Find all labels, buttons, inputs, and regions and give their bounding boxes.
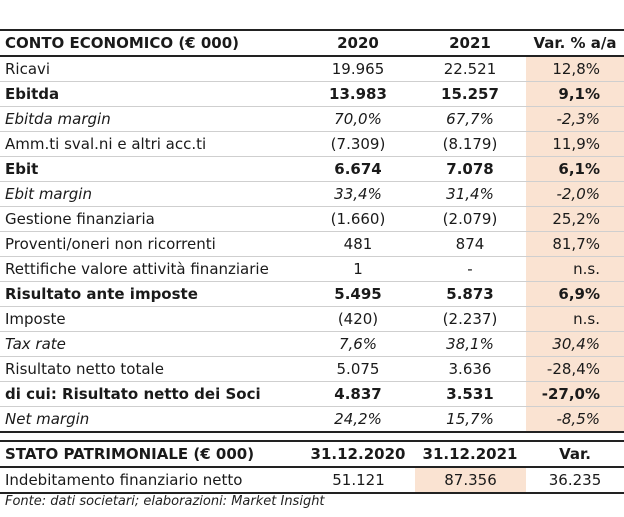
row-label: Risultato ante imposte [5,285,198,303]
value-2021: 31,4% [446,185,494,203]
row-label: Ebitda [5,85,60,103]
table-row-risultato-ante-imposte [0,282,624,307]
table-row-risultato-netto-totale [0,357,624,382]
value-var: -2,3% [526,107,624,131]
row-label: Ebit [5,160,39,178]
value-var: n.s. [526,257,624,281]
balance-header-var: Var. [559,445,591,463]
balance-header-2021: 31.12.2021 [422,445,518,463]
table-row-net-margin [0,407,624,433]
income-statement-table [0,29,624,433]
value-2020: 6.674 [334,160,382,178]
row-label: Tax rate [5,335,66,353]
value-var: -28,4% [526,357,624,381]
table-row-indebitamento [0,468,624,494]
row-label: Net margin [5,410,90,428]
value-2021: 7.078 [446,160,494,178]
value-2020: 1 [353,260,363,278]
source-note: Fonte: dati societari; elaborazioni: Market Insight [5,494,325,509]
value-2021: 874 [455,235,485,253]
balance-header-label: STATO PATRIMONIALE (€ 000) [5,445,255,463]
value-2020: 33,4% [334,185,382,203]
value-2021: 5.873 [446,285,494,303]
value-2021: 87.356 [414,468,526,492]
value-2020: 19.965 [331,60,385,78]
balance-header-row [0,440,624,468]
row-label: Ricavi [5,60,51,78]
table-row-proventi-oneri [0,232,624,257]
income-header-2020: 2020 [337,34,379,52]
value-2021: 15,7% [446,410,494,428]
value-var: 81,7% [526,232,624,256]
income-header-label: CONTO ECONOMICO (€ 000) [5,34,240,52]
table-row-ebitda-margin [0,107,624,132]
value-2021: (8.179) [442,135,498,153]
value-2021: 67,7% [446,110,494,128]
value-2021: 15.257 [441,85,499,103]
income-header-row [0,29,624,57]
value-2021: - [467,260,473,278]
value-var: -27,0% [526,382,624,406]
row-label: Amm.ti sval.ni e altri acc.ti [5,135,207,153]
value-var: 12,8% [526,57,624,81]
table-row-ammortamenti [0,132,624,157]
value-var: 11,9% [526,132,624,156]
value-2020: 7,6% [338,335,378,353]
value-2021: 3.636 [448,360,492,378]
table-row-ricavi [0,57,624,82]
table-row-ebitda [0,82,624,107]
value-var: -8,5% [526,407,624,431]
value-2020: 70,0% [334,110,382,128]
row-label: Ebit margin [5,185,92,203]
value-2020: (1.660) [330,210,386,228]
value-var: 36.235 [548,471,602,489]
value-2020: 13.983 [329,85,387,103]
value-2021: 22.521 [443,60,497,78]
value-var: -2,0% [526,182,624,206]
value-2021: 3.531 [446,385,494,403]
table-row-imposte [0,307,624,332]
income-header-var: Var. % a/a [533,34,617,52]
row-label: Risultato netto totale [5,360,164,378]
row-label: Indebitamento finanziario netto [5,471,243,489]
value-2020: 24,2% [334,410,382,428]
value-2020: 51.121 [302,468,414,492]
balance-sheet-table [0,440,624,494]
value-2021: (2.237) [442,310,498,328]
table-row-tax-rate [0,332,624,357]
value-var: 25,2% [526,207,624,231]
table-row-gestione-finanziaria [0,207,624,232]
row-label: Ebitda margin [5,110,111,128]
balance-header-2020: 31.12.2020 [310,445,406,463]
value-var: 6,1% [526,157,624,181]
row-label: Rettifiche valore attività finanziarie [5,260,269,278]
value-2020: 5.075 [336,360,380,378]
value-var: 6,9% [526,282,624,306]
row-label: Proventi/oneri non ricorrenti [5,235,216,253]
value-2020: 4.837 [334,385,382,403]
value-2021: (2.079) [442,210,498,228]
value-2020: 481 [343,235,373,253]
row-label: di cui: Risultato netto dei Soci [5,385,261,403]
value-2020: (7.309) [330,135,386,153]
value-2020: 5.495 [334,285,382,303]
table-row-risultato-netto-soci [0,382,624,407]
table-row-rettifiche [0,257,624,282]
value-var: 9,1% [526,82,624,106]
value-2020: (420) [337,310,379,328]
value-var: n.s. [526,307,624,331]
row-label: Gestione finanziaria [5,210,155,228]
value-var: 30,4% [526,332,624,356]
table-row-ebit [0,157,624,182]
row-label: Imposte [5,310,66,328]
table-row-ebit-margin [0,182,624,207]
value-2021: 38,1% [446,335,494,353]
income-header-2021: 2021 [449,34,491,52]
